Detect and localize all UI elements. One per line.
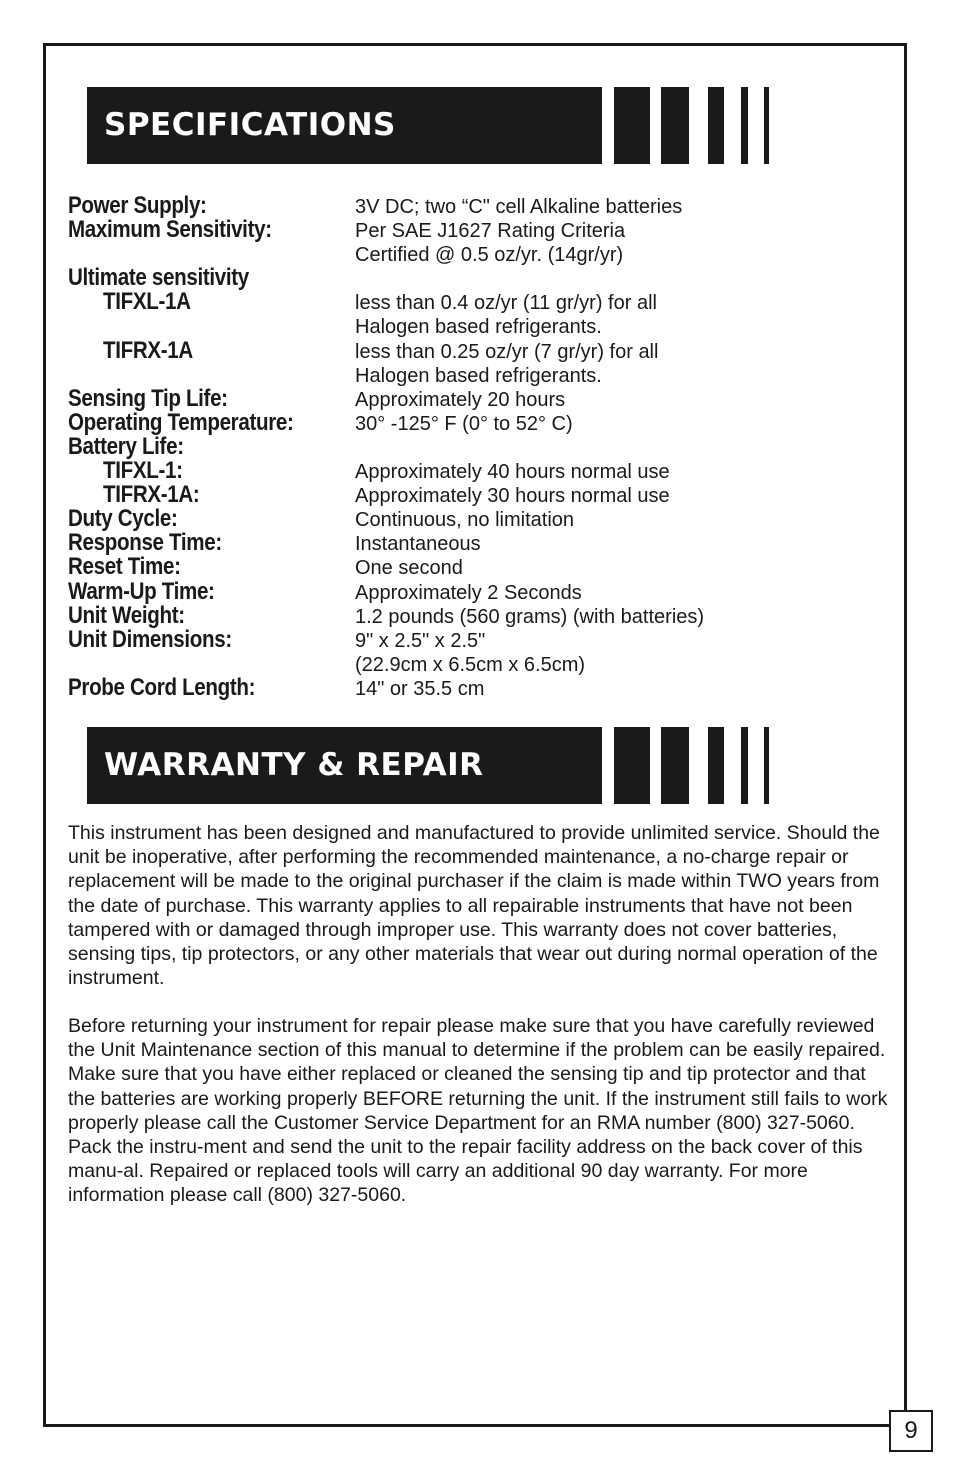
spec-value: (22.9cm x 6.5cm x 6.5cm) <box>355 653 586 676</box>
spec-row <box>68 652 868 676</box>
specifications-title: SPECIFICATIONS <box>104 107 396 143</box>
repair-paragraph: Before returning your instrument for repair please make sure that you have carefully reviewed the Unit Maintenance section of this manual to determine if the problem can be easily repaired. Make sure that you have either replaced or cleaned the sensing tip and tip protector and that the batteries are working properly BEFORE returning the unit. If the instrument still fails to work properly please call the Customer Service Department for an RMA number (800) 327-5060. Pack the instru-ment and send the unit to the repair facility address on the back cover of this manu-al. Repaired or replaced tools will carry an additional 90 day warranty. For more information please call (800) 327-5060. <box>68 1015 888 1207</box>
spec-value: Continuous, no limitation <box>355 509 575 532</box>
decor-bar <box>764 87 769 164</box>
decor-bar <box>661 87 689 164</box>
spec-label: Maximum Sensitivity: <box>68 216 272 244</box>
decor-bar <box>661 727 689 804</box>
spec-label: Reset Time: <box>68 553 181 581</box>
spec-row <box>68 408 868 436</box>
spec-label: TIFXL-1A <box>103 288 191 316</box>
spec-value: 1.2 pounds (560 grams) (with batteries) <box>355 605 705 628</box>
spec-label: Sensing Tip Life: <box>68 384 228 412</box>
spec-label: Unit Weight: <box>68 601 185 629</box>
spec-value: Per SAE J1627 Rating Criteria <box>355 220 626 243</box>
spec-value: less than 0.25 oz/yr (7 gr/yr) for all <box>355 340 659 363</box>
spec-row <box>68 459 868 483</box>
spec-row <box>68 266 868 290</box>
spec-value: Approximately 20 hours <box>355 388 566 411</box>
spec-value: Approximately 40 hours normal use <box>355 461 670 484</box>
spec-value: less than 0.4 oz/yr (11 gr/yr) for all <box>355 292 657 315</box>
spec-row <box>68 242 868 266</box>
spec-label: Power Supply: <box>68 192 207 219</box>
spec-value: 30° -125° F (0° to 52° C) <box>355 412 573 435</box>
spec-row <box>68 507 868 531</box>
spec-label: Battery Life: <box>68 432 184 460</box>
spec-value: 9" x 2.5" x 2.5" <box>355 629 486 652</box>
spec-row <box>68 673 868 701</box>
spec-row <box>68 555 868 579</box>
spec-label: Warm-Up Time: <box>68 577 215 605</box>
spec-label: TIFXL-1: <box>103 457 183 485</box>
decor-bar <box>741 87 748 164</box>
warranty-bar-decoration <box>614 727 774 804</box>
spec-row <box>68 384 868 412</box>
spec-label: Ultimate sensitivity <box>68 264 249 292</box>
spec-value: Approximately 30 hours normal use <box>355 485 670 508</box>
spec-value: Instantaneous <box>355 533 481 556</box>
spec-row <box>68 336 868 364</box>
spec-value: One second <box>355 557 463 580</box>
spec-value: Halogen based refrigerants. <box>355 364 602 387</box>
spec-value: 3V DC; two “C" cell Alkaline batteries <box>355 196 683 218</box>
decor-bar <box>741 727 748 804</box>
spec-row <box>68 432 868 460</box>
spec-value: Approximately 2 Seconds <box>355 581 582 604</box>
spec-row <box>68 290 868 314</box>
warranty-title: WARRANTY & REPAIR <box>104 747 484 783</box>
spec-row <box>68 601 868 629</box>
spec-value: Certified @ 0.5 oz/yr. (14gr/yr) <box>355 244 624 267</box>
spec-row <box>68 363 868 387</box>
decor-bar <box>708 87 724 164</box>
spec-row <box>68 531 868 555</box>
page-number: 9 <box>889 1410 933 1452</box>
spec-row <box>68 625 868 653</box>
spec-label: Unit Dimensions: <box>68 625 232 653</box>
decor-bar <box>614 727 650 804</box>
specifications-list <box>68 194 868 700</box>
warranty-paragraph: This instrument has been designed and manufactured to provide unlimited service. Should the unit be inoperative, after performing the recommended maintenance, a no-charge repair or replacement will be made to the original purchaser if the claim is made within TWO years from the date of purchase. This warranty applies to all repairable instruments that have not been tampered with or damaged through improper use. This warranty does not cover batteries, sensing tips, tip protectors, or any other materials that wear out during normal operation of the instrument. <box>68 822 880 990</box>
specifications-banner <box>87 87 602 164</box>
spec-label: Duty Cycle: <box>68 505 178 533</box>
spec-label: TIFRX-1A: <box>103 481 200 509</box>
spec-row <box>68 194 868 218</box>
spec-label: Probe Cord Length: <box>68 673 256 701</box>
decor-bar <box>764 727 769 804</box>
spec-value: 14" or 35.5 cm <box>355 677 485 700</box>
decor-bar <box>708 727 724 804</box>
spec-label: Response Time: <box>68 529 222 557</box>
specifications-bar-decoration <box>614 87 774 164</box>
spec-label: TIFRX-1A <box>103 336 193 364</box>
spec-value: Halogen based refrigerants. <box>355 316 602 339</box>
spec-row <box>68 483 868 507</box>
spec-row <box>68 218 868 242</box>
spec-row <box>68 314 868 338</box>
decor-bar <box>614 87 650 164</box>
spec-label: Operating Temperature: <box>68 408 294 436</box>
spec-row <box>68 577 868 605</box>
warranty-banner <box>87 727 602 804</box>
